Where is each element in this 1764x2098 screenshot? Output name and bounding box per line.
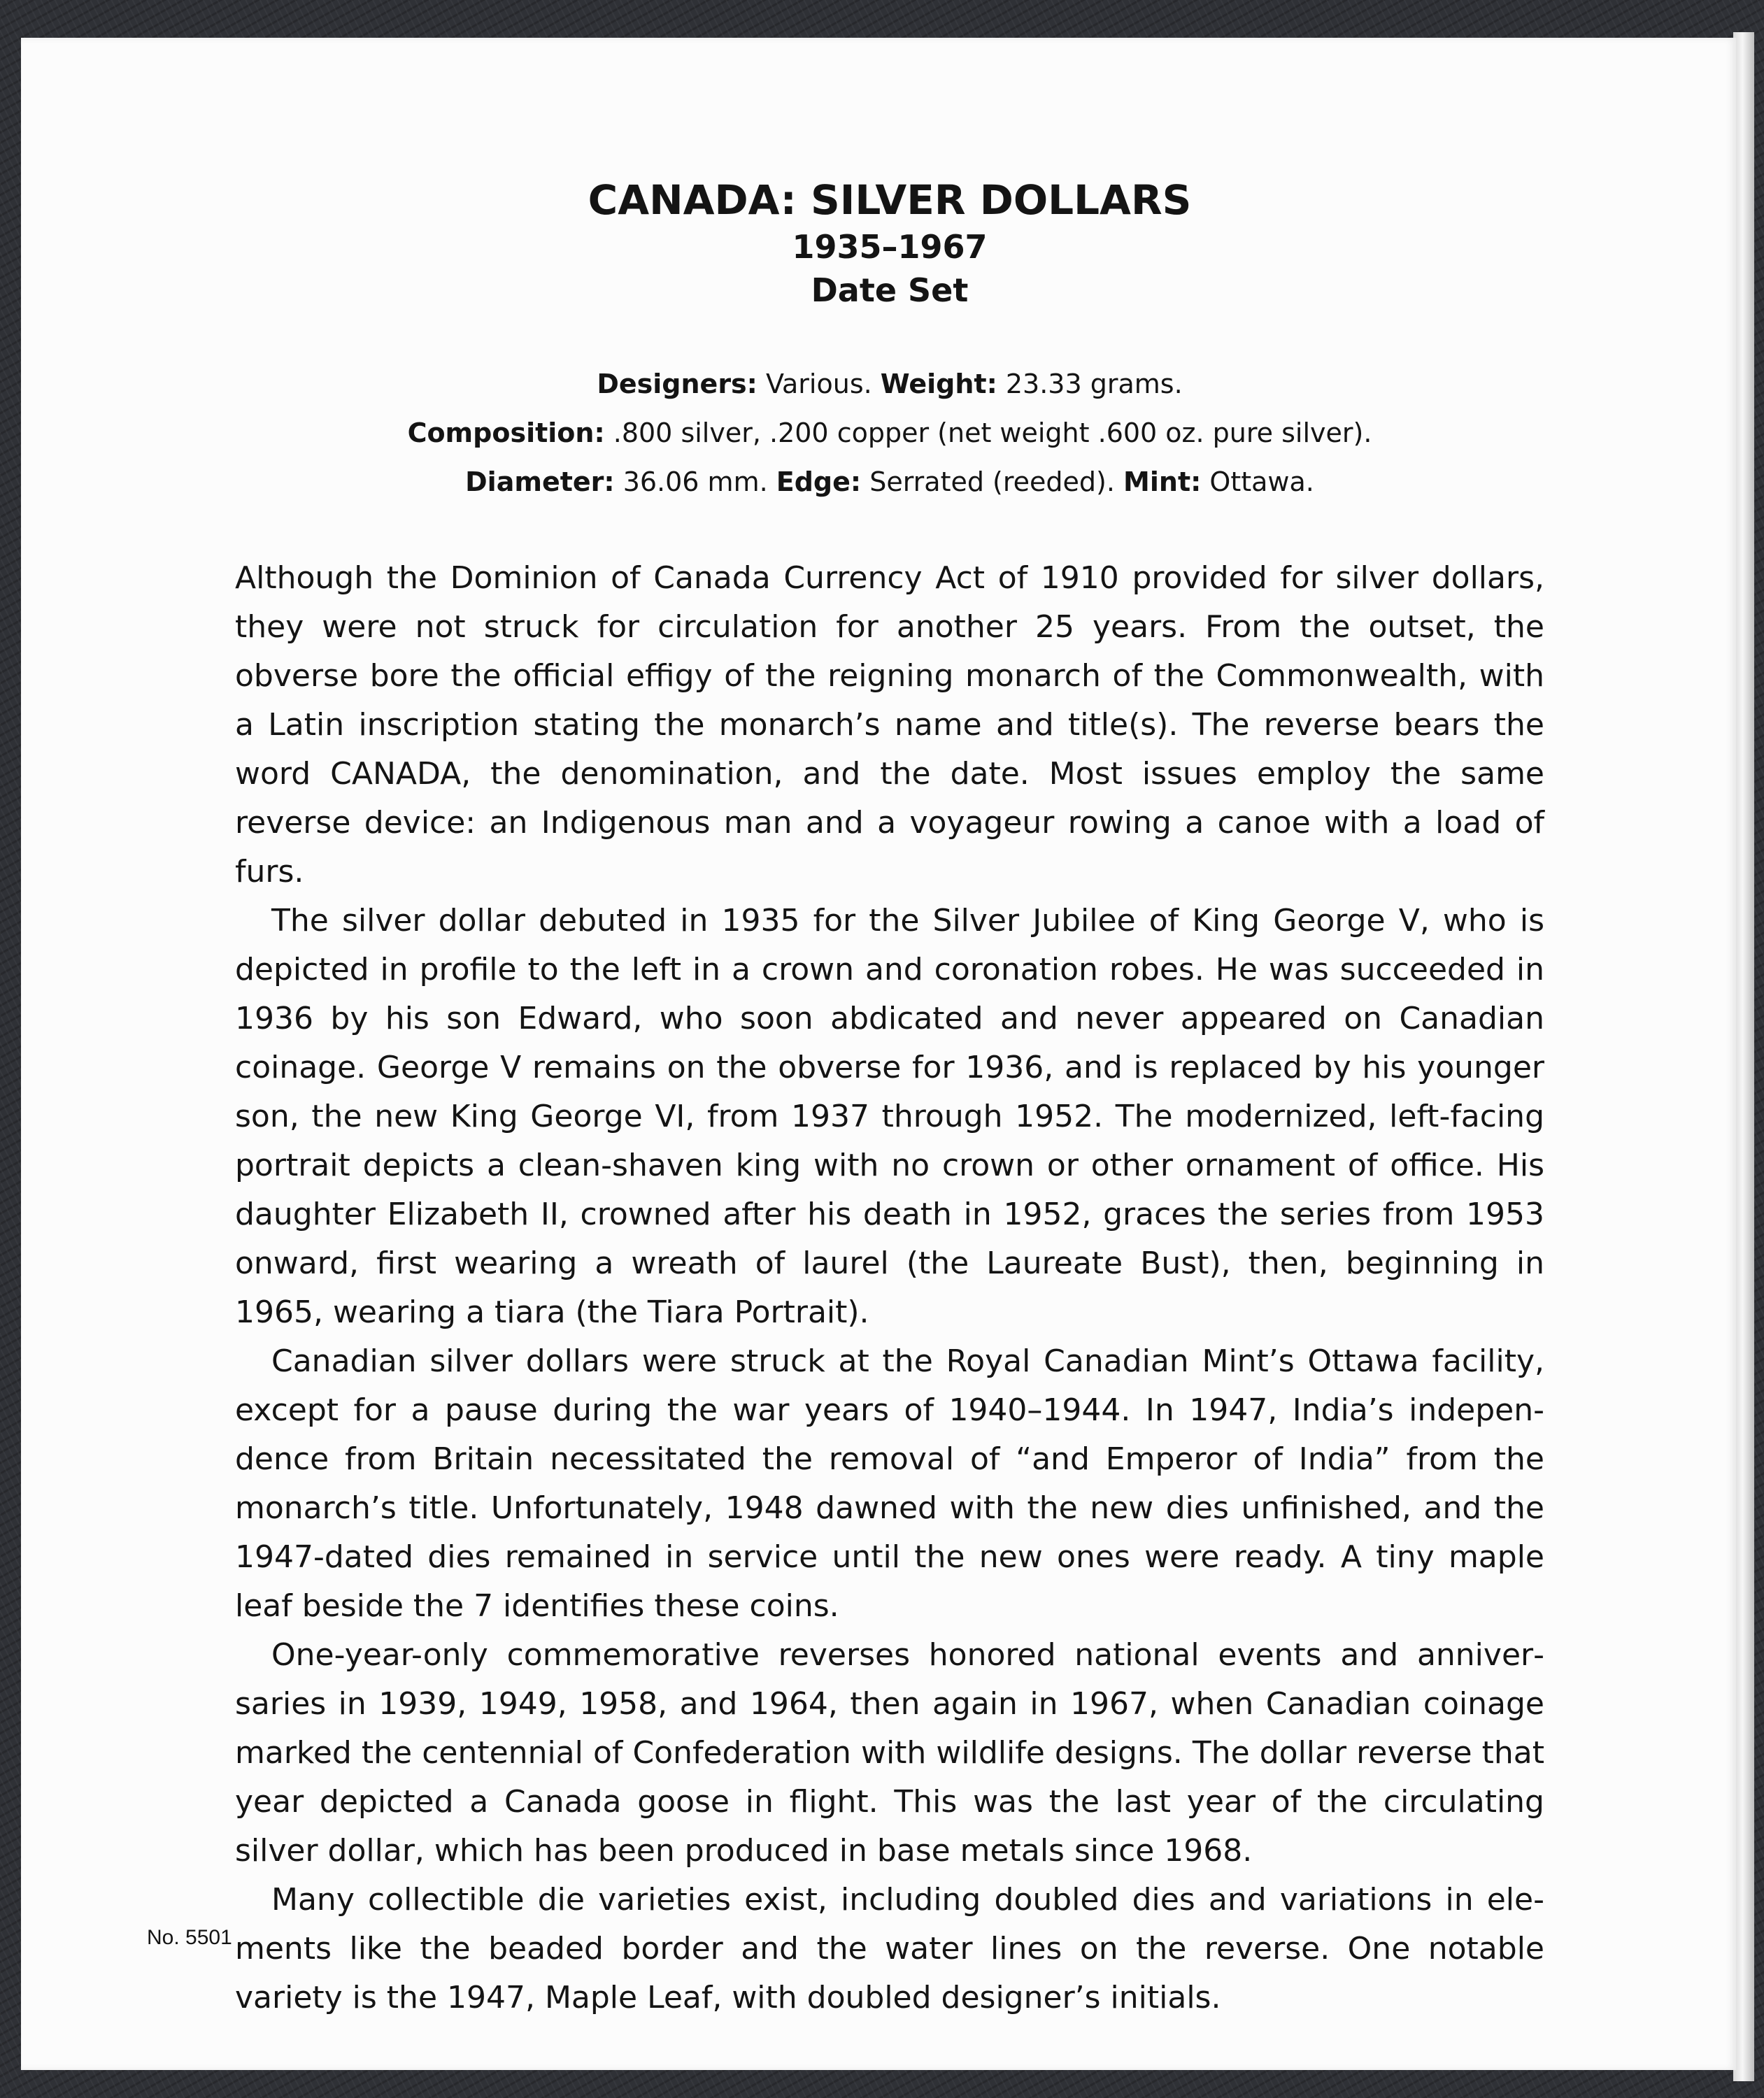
paragraph-commemoratives: One-year-only commemorative reverses honored national events and anniversaries in 1939, 1949, 1958, and 1964, then again in 1967, when Canadian coinage marked the centennial of Confederation with wildlife designs. The dollar reverse that year depicted a Canada goose in flight. This was the last year of the circulating silver dollar, which has been produced in base metals since 1968.	[235, 1637, 1544, 1869]
paragraph-varieties: Many collectible die varieties exist, including doubled dies and variations in elements like the beaded border and the water lines on the reverse. One notable variety is the 1947, Maple Leaf, with doubled designer’s initials.	[235, 1882, 1544, 2015]
composition-value: .800 silver, .200 copper (net weight .600 oz. pure silver).	[613, 418, 1372, 448]
page-content	[235, 175, 1544, 2022]
diameter-value: 36.06 mm.	[623, 466, 768, 497]
paragraph-minting: Canadian silver dollars were struck at the Royal Canadian Mint’s Ottawa facility, except for a pause during the war years of 1940–1944. In 1947, India’s independence from Britain necessitated the removal of “and Emperor of India” from the monarch’s title. Unfortunately, 1948 dawned with the new dies unfinished, and the 1947-dated dies remained in service until the new ones were ready. A tiny maple leaf beside the 7 identifies these coins.	[235, 1343, 1544, 1624]
weight-label: Weight:	[880, 369, 997, 399]
paragraph-monarchs: The silver dollar debuted in 1935 for the Silver Jubilee of King George V, who is depicted in profile to the left in a crown and coronation robes. He was succeeded in 1936 by his son Edward, who soon abdicated and never appeared on Canadian coinage. George V remains on the obverse for 1936, and is replaced by his younger son, the new King George VI, from 1937 through 1952. The modernized, left-facing portrait depicts a clean-shaven king with no crown or other ornament of office. His daughter Elizabeth II, crowned after his death in 1952, graces the series from 1953 onward, first wearing a wreath of laurel (the Laureate Bust), then, beginning in 1965, wearing a tiara (the Tiara Portrait).	[235, 903, 1544, 1330]
mint-value: Ottawa.	[1209, 466, 1314, 497]
description-text	[235, 554, 1544, 2022]
specs-line-1	[235, 359, 1544, 408]
coin-specifications	[235, 359, 1544, 506]
paragraph-intro: Although the Dominion of Canada Currency Act of 1910 provided for silver dollars, they were not struck for circulation for another 25 years. From the outset, the obverse bore the official effigy of the reigning monarch of the Commonwealth, with a Latin inscription stating the monarch’s name and title(s). The reverse bears the word CANADA, the denomination, and the date. Most issues employ the same reverse device: an Indigenous man and a voyageur rowing a canoe with a load of furs.	[235, 560, 1544, 890]
page-title: CANADA: SILVER DOLLARS	[588, 176, 1192, 224]
weight-value: 23.33 grams.	[1005, 369, 1183, 399]
specs-line-2	[235, 408, 1544, 457]
catalog-number: No. 5501	[147, 1926, 232, 1949]
album-page	[21, 38, 1736, 2070]
page-edge	[1733, 32, 1754, 2081]
composition-label: Composition:	[407, 418, 605, 448]
edge-value: Serrated (reeded).	[869, 466, 1115, 497]
year-range: 1935–1967	[792, 228, 988, 266]
edge-label: Edge:	[776, 466, 862, 497]
specs-line-3	[235, 457, 1544, 506]
diameter-label: Diameter:	[465, 466, 615, 497]
designers-label: Designers:	[597, 369, 757, 399]
mint-label: Mint:	[1123, 466, 1202, 497]
set-type: Date Set	[811, 271, 969, 309]
designers-value: Various.	[765, 369, 872, 399]
